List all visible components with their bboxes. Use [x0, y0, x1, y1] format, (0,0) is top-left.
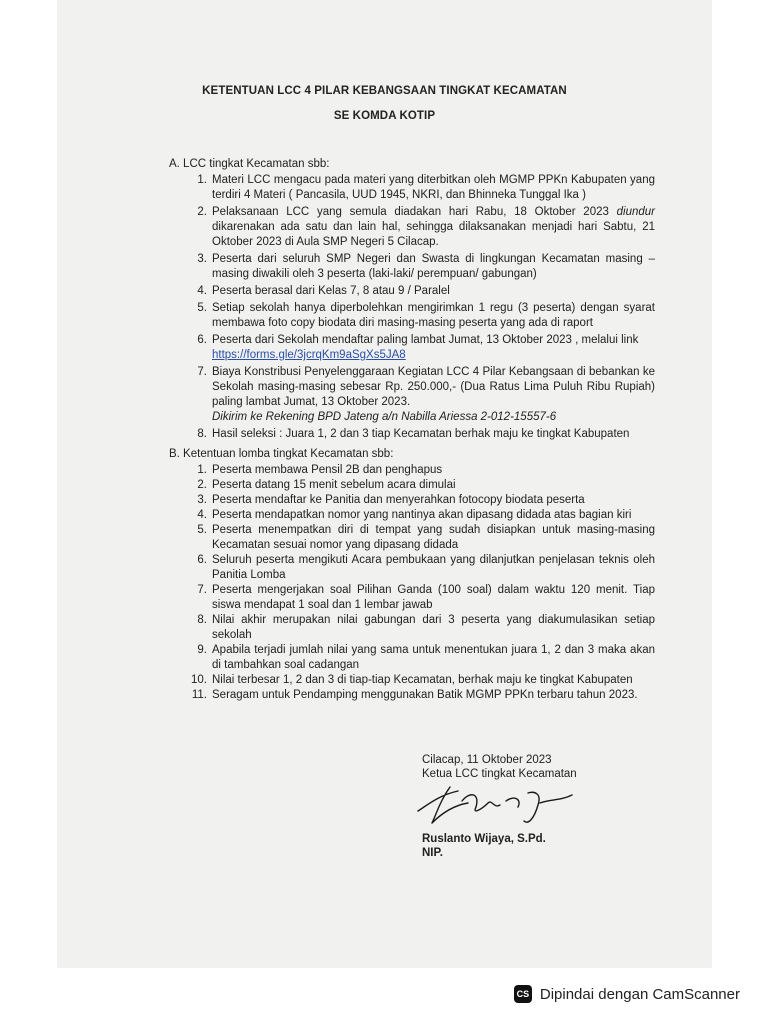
bank-account-note: Dikirim ke Rekening BPD Jateng a/n Nabilla Ariessa 2-012-15557-6 [212, 411, 557, 423]
camscanner-watermark [514, 985, 740, 1003]
item-number: 8. [197, 614, 207, 626]
item-text: Peserta mendaftar ke Panitia dan menyerahkan fotocopy biodata peserta [212, 494, 585, 506]
item-text: Peserta membawa Pensil 2B dan penghapus [212, 464, 443, 476]
signatory-role: Ketua LCC tingkat Kecamatan [422, 768, 577, 780]
section-a-list [175, 173, 655, 442]
document-title: KETENTUAN LCC 4 PILAR KEBANGSAAN TINGKAT KECAMATAN [202, 85, 567, 97]
list-item [175, 284, 655, 299]
item-text: Seluruh peserta mengikuti Acara pembukaan yang dilanjutkan penjelasan teknis oleh Panitia Lomba [212, 554, 655, 581]
item-text: Peserta mengerjakan soal Pilihan Ganda (100 soal) dalam waktu 120 menit. Tiap siswa mendapat 1 soal dan 1 lembar jawab [212, 584, 655, 611]
list-item [175, 365, 655, 425]
item-number: 6. [197, 554, 207, 566]
list-item [175, 478, 655, 493]
list-item [175, 333, 655, 363]
item-text [212, 365, 655, 425]
list-item [175, 301, 655, 331]
list-item [175, 508, 655, 523]
item-text: Hasil seleksi : Juara 1, 2 dan 3 tiap Kecamatan berhak maju ke tingkat Kabupaten [212, 428, 630, 440]
item-number: 2. [197, 206, 207, 218]
item-number: 6. [197, 334, 207, 346]
list-item [175, 205, 655, 250]
item-number: 3. [197, 494, 207, 506]
list-item [175, 427, 655, 442]
watermark-label: Dipindai dengan CamScanner [539, 985, 740, 1003]
item-text [212, 205, 655, 250]
item-text: Seragam untuk Pendamping menggunakan Batik MGMP PPKn terbaru tahun 2023. [212, 689, 638, 701]
item-number: 9. [197, 644, 207, 656]
camscanner-logo-icon: CS [514, 985, 532, 1003]
item-number: 5. [197, 302, 207, 314]
list-item [175, 643, 655, 673]
section-a-heading: A. LCC tingkat Kecamatan sbb: [169, 158, 330, 170]
item-text: Apabila terjadi jumlah nilai yang sama untuk menentukan juara 1, 2 dan 3 maka akan di tambahkan soal cadangan [212, 644, 655, 671]
emphasized-word: diundur [616, 206, 655, 218]
document-subtitle: SE KOMDA KOTIP [333, 110, 436, 122]
item-text: Peserta menempatkan diri di tempat yang sudah disiapkan untuk masing-masing Kecamatan sesuai nomor yang dipasang didada [212, 524, 655, 551]
item-text: Peserta berasal dari Kelas 7, 8 atau 9 / Paralel [212, 285, 450, 297]
item-number: 1. [197, 464, 207, 476]
item-text: Setiap sekolah hanya diperbolehkan mengirimkan 1 regu (3 peserta) dengan syarat membawa foto copy biodata diri masing-masing peserta yang ada di raport [212, 302, 655, 329]
item-number: 8. [197, 428, 207, 440]
item-text [212, 333, 655, 363]
list-item [175, 252, 655, 282]
item-text: Nilai terbesar 1, 2 dan 3 di tiap-tiap Kecamatan, berhak maju ke tingkat Kabupaten [212, 674, 633, 686]
list-item [175, 173, 655, 203]
list-item [175, 613, 655, 643]
item-number: 1. [197, 174, 207, 186]
item-text: Peserta mendapatkan nomor yang nantinya akan dipasang didada atas bagian kiri [212, 509, 632, 521]
list-item [175, 493, 655, 508]
item-text-part: dikarenakan ada satu dan lain hal, sehingga dilaksanakan menjadi hari Sabtu, 21 Oktober 2023 di Aula SMP Negeri 5 Cilacap. [212, 221, 655, 248]
signature-date: Cilacap, 11 Oktober 2023 [422, 754, 552, 766]
list-item [175, 523, 655, 553]
list-item [175, 583, 655, 613]
item-number: 11. [191, 689, 207, 701]
item-number: 5. [197, 524, 207, 536]
list-item [175, 553, 655, 583]
list-item [175, 673, 655, 688]
item-number: 7. [197, 366, 207, 378]
handwritten-signature [410, 781, 590, 827]
list-item [175, 688, 655, 703]
section-b-heading: B. Ketentuan lomba tingkat Kecamatan sbb: [169, 448, 394, 460]
signatory-nip: NIP. [422, 847, 443, 859]
item-text: Peserta datang 15 menit sebelum acara dimulai [212, 479, 456, 491]
registration-link[interactable]: https://forms.gle/3jcrqKm9aSgXs5JA8 [212, 349, 406, 361]
item-text: Peserta dari seluruh SMP Negeri dan Swasta di lingkungan Kecamatan masing – masing diwakili oleh 3 peserta (laki-laki/ perempuan/ gabungan) [212, 253, 655, 280]
signatory-name: Ruslanto Wijaya, S.Pd. [422, 833, 546, 845]
document-page [57, 0, 712, 968]
item-number: 2. [197, 479, 207, 491]
item-number: 4. [197, 509, 207, 521]
item-text-part: Peserta dari Sekolah mendaftar paling lambat Jumat, 13 Oktober 2023 , melalui link [212, 334, 639, 346]
item-number: 3. [197, 253, 207, 265]
item-text: Nilai akhir merupakan nilai gabungan dari 3 peserta yang diakumulasikan setiap sekolah [212, 614, 655, 641]
item-text-part: Pelaksanaan LCC yang semula diadakan hari Rabu, 18 Oktober 2023 [212, 206, 617, 218]
section-b-list [175, 463, 655, 703]
item-text: Materi LCC mengacu pada materi yang diterbitkan oleh MGMP PPKn Kabupaten yang terdiri 4 Materi ( Pancasila, UUD 1945, NKRI, dan Bhinneka Tunggal Ika ) [212, 174, 655, 201]
list-item [175, 463, 655, 478]
item-text-part: Biaya Konstribusi Penyelenggaraan Kegiatan LCC 4 Pilar Kebangsaan di bebankan ke Sekolah masing-masing sebesar Rp. 250.000,- (Dua Ratus Lima Puluh Ribu Rupiah) paling lambat Jumat, 13 Oktober 2023. [212, 366, 655, 408]
item-number: 10. [191, 674, 207, 686]
item-number: 4. [197, 285, 207, 297]
item-number: 7. [197, 584, 207, 596]
